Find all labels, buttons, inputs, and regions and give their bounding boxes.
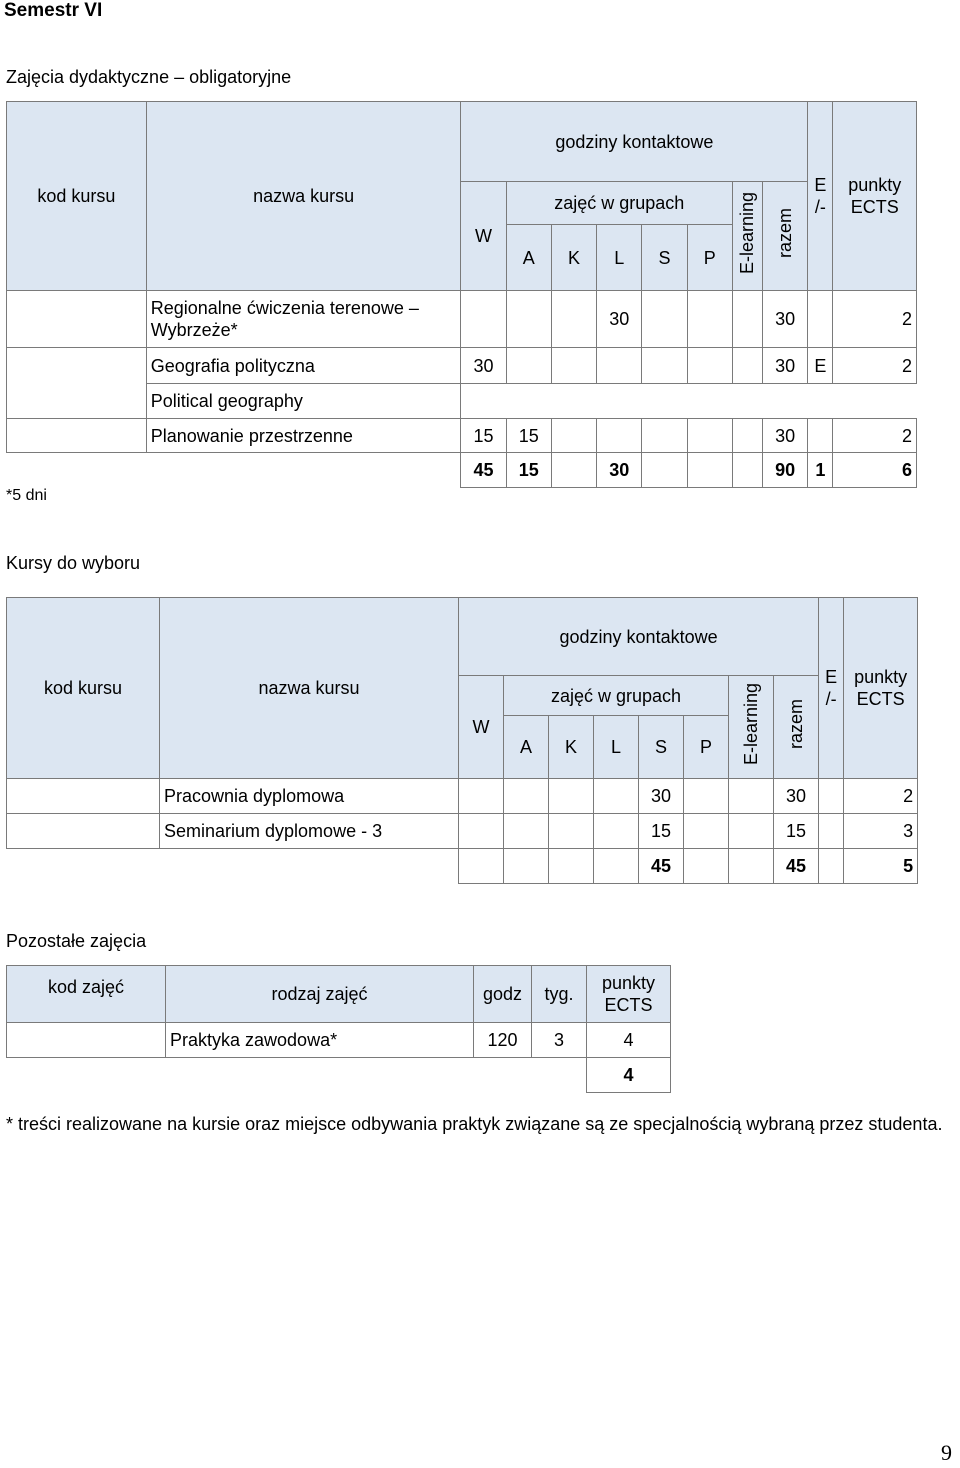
cell-tyg: 3 (532, 1023, 587, 1058)
elective-courses-table (6, 597, 918, 884)
cell-razem: 30 (774, 779, 819, 814)
total-e: 1 (808, 453, 833, 488)
totals-row (7, 1058, 671, 1093)
header-p: P (684, 716, 729, 779)
cell-s (642, 419, 687, 453)
course-code (7, 419, 147, 453)
cell-e (808, 291, 833, 348)
total-l (594, 849, 639, 884)
table-row (7, 779, 918, 814)
cell-ects: 2 (844, 779, 918, 814)
cell-s (642, 291, 687, 348)
total-p (684, 849, 729, 884)
header-godziny-kontaktowe: godziny kontaktowe (459, 598, 819, 676)
course-name: Regionalne ćwiczenia terenowe – Wybrzeże* (146, 291, 461, 348)
course-code (7, 814, 160, 849)
total-razem: 45 (774, 849, 819, 884)
cell-razem: 15 (774, 814, 819, 849)
cell-l (597, 419, 642, 453)
table-row (7, 348, 917, 384)
cell-w (459, 814, 504, 849)
header-s: S (642, 225, 687, 291)
total-ects: 5 (844, 849, 918, 884)
cell-e (808, 419, 833, 453)
cell-a (504, 779, 549, 814)
total-k (551, 453, 596, 488)
header-kod-kursu: kod kursu (7, 102, 147, 291)
header-l: L (594, 716, 639, 779)
cell-a: 15 (506, 419, 551, 453)
header-nazwa-kursu: nazwa kursu (146, 102, 461, 291)
course-name: Seminarium dyplomowe - 3 (160, 814, 459, 849)
cell-p (684, 779, 729, 814)
total-l: 30 (597, 453, 642, 488)
course-code (7, 348, 147, 419)
cell-elearning (732, 419, 762, 453)
course-name: Geografia polityczna (146, 348, 461, 384)
table-row (7, 291, 917, 348)
cell-s (642, 348, 687, 384)
cell-k (549, 814, 594, 849)
total-e (819, 849, 844, 884)
course-code (7, 779, 160, 814)
total-elearning (729, 849, 774, 884)
cell-w: 30 (461, 348, 506, 384)
course-name: Planowanie przestrzenne (146, 419, 461, 453)
cell-elearning (729, 814, 774, 849)
cell-e: E (808, 348, 833, 384)
mandatory-courses-table (6, 101, 917, 488)
total-elearning (732, 453, 762, 488)
total-razem: 90 (763, 453, 808, 488)
cell-elearning (732, 348, 762, 384)
cell-s: 30 (639, 779, 684, 814)
cell-k (549, 779, 594, 814)
cell-l: 30 (597, 291, 642, 348)
other-activities-table (6, 965, 671, 1093)
total-a: 15 (506, 453, 551, 488)
cell-p (687, 419, 732, 453)
cell-s: 15 (639, 814, 684, 849)
header-punkty-ects: punkty ECTS (587, 966, 671, 1023)
footnote: * treści realizowane na kursie oraz miejsce odbywania praktyk związane są ze specjalnością wybraną przez studenta. (6, 1114, 943, 1134)
header-zajec-w-grupach: zajęć w grupach (504, 676, 729, 716)
header-godz: godz (474, 966, 532, 1023)
total-w: 45 (461, 453, 506, 488)
total-ects: 4 (587, 1058, 671, 1093)
cell-a (504, 814, 549, 849)
header-nazwa-kursu: nazwa kursu (160, 598, 459, 779)
cell-ects: 2 (833, 419, 917, 453)
total-a (504, 849, 549, 884)
header-a: A (504, 716, 549, 779)
header-e: E /- (808, 102, 833, 291)
header-punkty-ects: punkty ECTS (833, 102, 917, 291)
header-tyg: tyg. (532, 966, 587, 1023)
cell-razem: 30 (763, 291, 808, 348)
table-row (7, 419, 917, 453)
page-number: 9 (941, 1440, 952, 1465)
cell-p (687, 291, 732, 348)
cell-ects: 4 (587, 1023, 671, 1058)
cell-ects: 3 (844, 814, 918, 849)
header-kod-zajec: kod zajęć (7, 966, 166, 1023)
cell-a (506, 291, 551, 348)
cell-razem: 30 (763, 419, 808, 453)
header-w: W (459, 676, 504, 779)
five-days-note: *5 dni (6, 487, 47, 504)
cell-razem: 30 (763, 348, 808, 384)
total-s: 45 (639, 849, 684, 884)
header-razem: razem (786, 699, 807, 750)
cell-w: 15 (461, 419, 506, 453)
header-kod-kursu: kod kursu (7, 598, 160, 779)
cell-e (819, 779, 844, 814)
header-a: A (506, 225, 551, 291)
cell-k (551, 291, 596, 348)
cell-w (459, 779, 504, 814)
header-godziny-kontaktowe: godziny kontaktowe (461, 102, 808, 182)
cell-l (594, 814, 639, 849)
cell-godz: 120 (474, 1023, 532, 1058)
total-w (459, 849, 504, 884)
header-k: K (549, 716, 594, 779)
semester-title: Semestr VI (4, 0, 103, 21)
cell-p (684, 814, 729, 849)
header-l: L (597, 225, 642, 291)
header-e: E /- (819, 598, 844, 779)
total-s (642, 453, 687, 488)
table-row (7, 1023, 671, 1058)
header-punkty-ects: punkty ECTS (844, 598, 918, 779)
cell-k (551, 419, 596, 453)
total-p (687, 453, 732, 488)
activity-name: Praktyka zawodowa* (166, 1023, 474, 1058)
header-k: K (551, 225, 596, 291)
cell-elearning (732, 291, 762, 348)
header-elearning: E-learning (737, 192, 758, 275)
course-name-english: Political geography (146, 384, 461, 419)
header-s: S (639, 716, 684, 779)
totals-row (7, 453, 917, 488)
header-rodzaj-zajec: rodzaj zajęć (166, 966, 474, 1023)
total-k (549, 849, 594, 884)
course-code (7, 291, 147, 348)
elective-section-title: Kursy do wyboru (6, 553, 141, 573)
cell-p (687, 348, 732, 384)
cell-l (597, 348, 642, 384)
header-zajec-w-grupach: zajęć w grupach (506, 182, 732, 225)
header-p: P (687, 225, 732, 291)
cell-a (506, 348, 551, 384)
cell-k (551, 348, 596, 384)
header-razem: razem (775, 208, 796, 259)
total-ects: 6 (833, 453, 917, 488)
table-row (7, 814, 918, 849)
cell-e (819, 814, 844, 849)
header-w: W (461, 182, 506, 291)
cell-ects: 2 (833, 348, 917, 384)
totals-row (7, 849, 918, 884)
other-section-title: Pozostałe zajęcia (6, 931, 147, 951)
cell-w (461, 291, 506, 348)
activity-code (7, 1023, 166, 1058)
cell-elearning (729, 779, 774, 814)
header-elearning: E-learning (741, 683, 761, 766)
cell-l (594, 779, 639, 814)
mandatory-section-title: Zajęcia dydaktyczne – obligatoryjne (6, 67, 292, 87)
cell-ects: 2 (833, 291, 917, 348)
course-name: Pracownia dyplomowa (160, 779, 459, 814)
